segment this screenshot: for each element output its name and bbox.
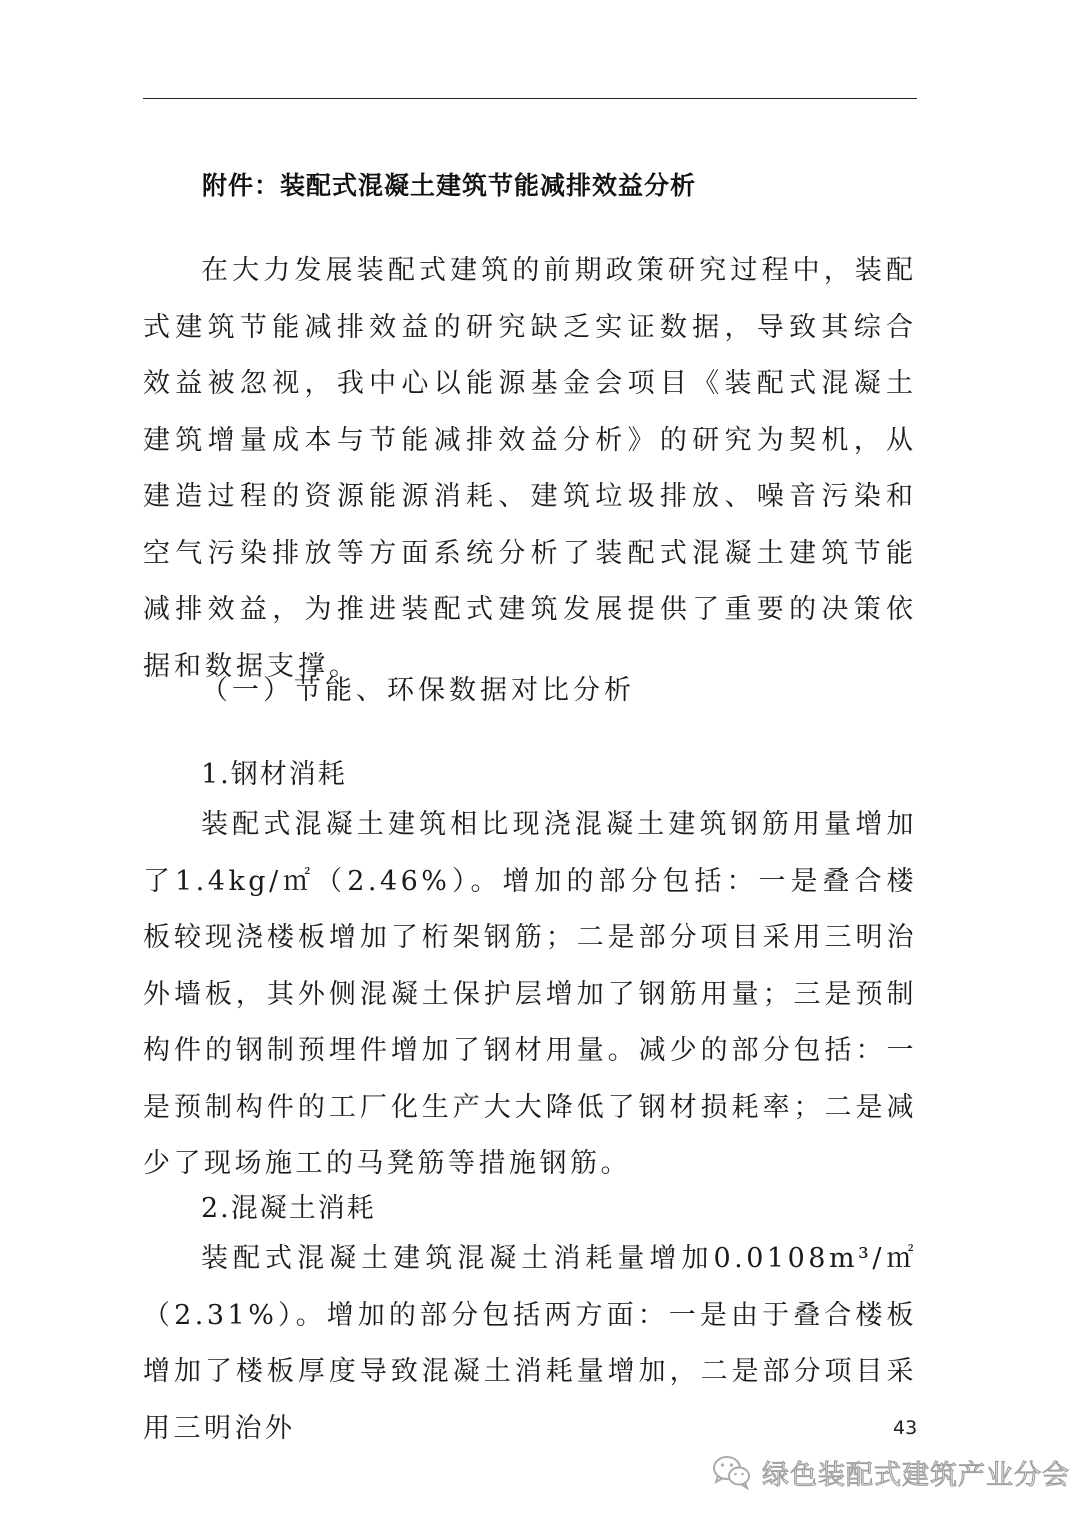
header-rule: [143, 98, 917, 99]
steel-subsection-title: 1.钢材消耗: [201, 759, 347, 790]
wechat-icon: [712, 1454, 752, 1490]
appendix-heading: 附件：装配式混凝土建筑节能减排效益分析: [202, 171, 697, 200]
watermark: [712, 1449, 1070, 1495]
concrete-subsection-title: 2.混凝土消耗: [201, 1193, 376, 1224]
steel-paragraph: 装配式混凝土建筑相比现浇混凝土建筑钢筋用量增加了1.4kg/㎡（2.46%）。增加的部分包括：一是叠合楼板较现浇楼板增加了桁架钢筋；二是部分项目采用三明治外墙板，其外侧混凝土保护层增加了钢筋用量；三是预制构件的钢制预埋件增加了钢材用量。减少的部分包括：一是预制构件的工厂化生产大大降低了钢材损耗率；二是减少了现场施工的马凳筋等措施钢筋。: [143, 809, 917, 1179]
intro-paragraph: 在大力发展装配式建筑的前期政策研究过程中，装配式建筑节能减排效益的研究缺乏实证数据，导致其综合效益被忽视，我中心以能源基金会项目《装配式混凝土建筑增量成本与节能减排效益分析》的研究为契机，从建造过程的资源能源消耗、建筑垃圾排放、噪音污染和空气污染排放等方面系统分析了装配式混凝土建筑节能减排效益，为推进装配式建筑发展提供了重要的决策依据和数据支撑。: [143, 255, 917, 682]
watermark-text: 绿色装配式建筑产业分会: [762, 1459, 1070, 1491]
section-title: （一）节能、环保数据对比分析: [201, 675, 635, 706]
page-number: 43: [893, 1417, 918, 1439]
concrete-paragraph: 装配式混凝土建筑混凝土消耗量增加0.0108m³/㎡（2.31%）。增加的部分包括两方面：一是由于叠合楼板增加了楼板厚度导致混凝土消耗量增加，二是部分项目采用三明治外: [143, 1243, 917, 1444]
